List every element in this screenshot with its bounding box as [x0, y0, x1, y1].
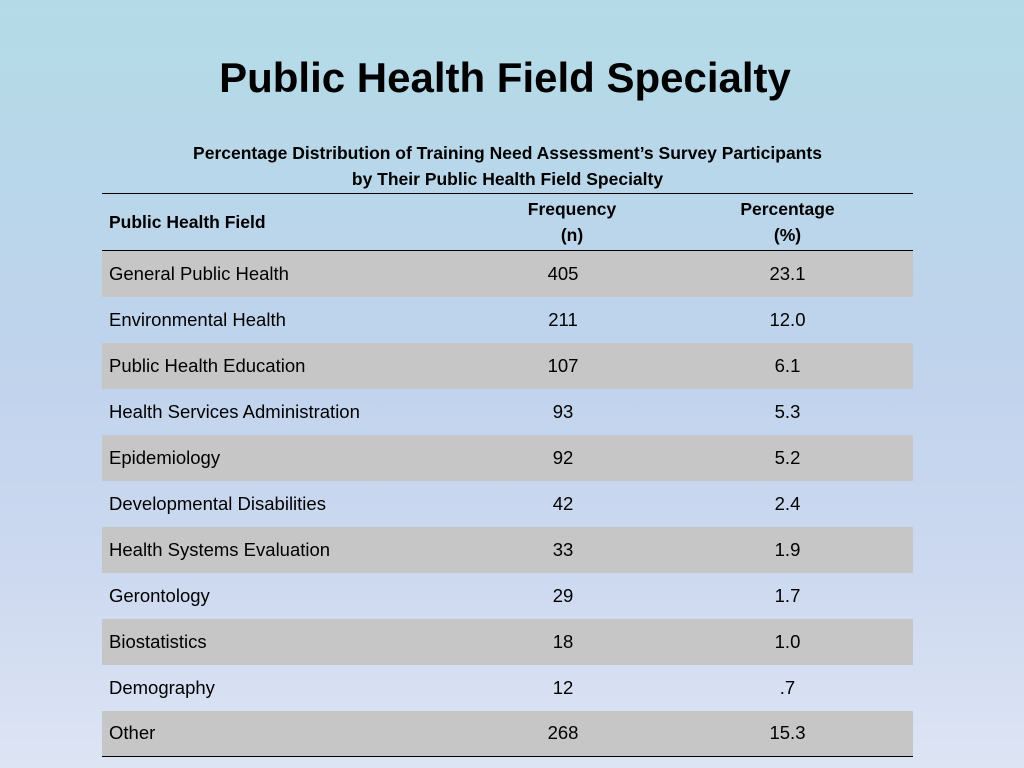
- cell-frequency: 33: [482, 527, 662, 573]
- header-field: Public Health Field: [109, 212, 266, 232]
- cell-field: Gerontology: [109, 584, 210, 606]
- cell-percentage: 1.7: [774, 584, 801, 606]
- cell-field: Public Health Education: [102, 343, 482, 389]
- table-caption-line-1: Percentage Distribution of Training Need Assessment’s Survey Participants: [193, 143, 822, 163]
- cell-frequency: 29: [552, 584, 574, 606]
- cell-frequency: 92: [482, 435, 662, 481]
- cell-percentage: 1.0: [662, 619, 913, 665]
- cell-frequency: 93: [552, 400, 574, 422]
- table-row: [102, 619, 913, 665]
- table-row: [102, 435, 913, 481]
- table-caption: [102, 140, 913, 193]
- table-caption-line-2: by Their Public Health Field Specialty: [351, 169, 664, 189]
- cell-percentage: 5.2: [662, 435, 913, 481]
- cell-frequency: 12: [552, 676, 574, 698]
- cell-frequency: 107: [482, 343, 662, 389]
- cell-percentage: 12.0: [769, 308, 806, 330]
- cell-field: Other: [102, 711, 482, 757]
- table-row: [102, 573, 913, 619]
- table-row: [102, 665, 913, 711]
- cell-percentage: 1.9: [662, 527, 913, 573]
- header-frequency: [482, 194, 662, 251]
- table-row: [102, 389, 913, 435]
- table-row: [102, 527, 913, 573]
- cell-percentage: 15.3: [662, 711, 913, 757]
- cell-frequency: 42: [552, 492, 574, 514]
- cell-frequency: 211: [548, 308, 578, 330]
- cell-frequency: 405: [482, 251, 662, 297]
- cell-field: General Public Health: [102, 251, 482, 297]
- table-header-row: [102, 194, 913, 251]
- table-row: [102, 297, 913, 343]
- table-row: [102, 343, 913, 389]
- cell-frequency: 18: [482, 619, 662, 665]
- header-percentage-unit: (%): [773, 225, 802, 245]
- cell-field: Biostatistics: [102, 619, 482, 665]
- cell-percentage: 2.4: [774, 492, 801, 514]
- cell-field: Epidemiology: [102, 435, 482, 481]
- header-percentage-label: Percentage: [740, 199, 835, 219]
- header-percentage: [662, 194, 913, 251]
- slide-title: Public Health Field Specialty: [219, 54, 791, 101]
- table-row: [102, 711, 913, 757]
- cell-percentage: .7: [779, 676, 796, 698]
- header-frequency-label: Frequency: [527, 199, 617, 219]
- cell-field: Developmental Disabilities: [109, 492, 326, 514]
- cell-field: Environmental Health: [109, 308, 286, 330]
- specialty-table: [102, 193, 913, 757]
- cell-field: Health Systems Evaluation: [102, 527, 482, 573]
- cell-percentage: 5.3: [774, 400, 801, 422]
- cell-percentage: 6.1: [662, 343, 913, 389]
- header-frequency-unit: (n): [560, 225, 584, 245]
- cell-percentage: 23.1: [662, 251, 913, 297]
- specialty-table-container: [102, 140, 913, 757]
- cell-frequency: 268: [482, 711, 662, 757]
- table-row: [102, 251, 913, 297]
- cell-field: Health Services Administration: [109, 400, 360, 422]
- table-row: [102, 481, 913, 527]
- cell-field: Demography: [109, 676, 215, 698]
